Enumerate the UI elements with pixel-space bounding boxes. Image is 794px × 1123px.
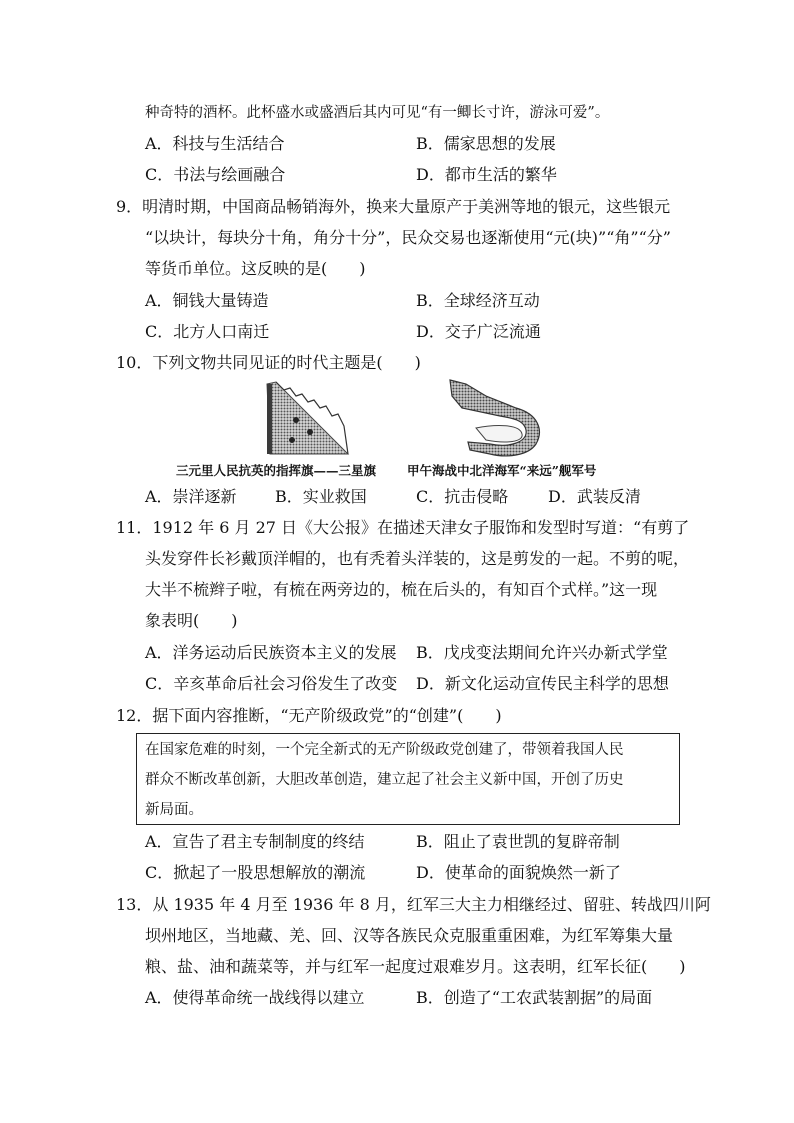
q11-stem-line-4: 象表明( ) (145, 611, 238, 630)
q11-stem-line-2: 头发穿件长衫戴顶洋帽的，也有秃着头洋装的，这是剪发的一起。不剪的呢， (145, 549, 690, 568)
q13-option-a[interactable]: A．使得革命统一战线得以建立 (145, 988, 365, 1007)
q9-option-c[interactable]: C．北方人口南迁 (145, 322, 270, 341)
q10-option-a[interactable]: A．崇洋逐新 (145, 487, 237, 506)
q12-quote-line-1: 在国家危难的时刻，一个完全新式的无产阶级政党创建了，带领着我国人民 (145, 742, 624, 758)
q9-option-a[interactable]: A．铜钱大量铸造 (145, 291, 269, 310)
q11-option-a[interactable]: A．洋务运动后民族资本主义的发展 (145, 643, 397, 662)
q12-option-b[interactable]: B．阻止了袁世凯的复辟帝制 (416, 832, 620, 851)
q9-stem-line-2: “以块计，每块分十角，角分十分”，民众交易也逐渐使用“元(块)”“角”“分” (145, 228, 671, 247)
q8-option-c[interactable]: C．书法与绘画融合 (145, 165, 286, 184)
artifact-caption-right: 甲午海战中北洋海军“来远”舰军号 (407, 463, 597, 478)
q10-option-d[interactable]: D．武装反清 (548, 487, 641, 506)
q12-quote-line-2: 群众不断改革创新，大胆改革创造，建立起了社会主义新中国，开创了历史 (145, 772, 624, 788)
q13-stem-line-3: 粮、盐、油和蔬菜等，并与红军一起度过艰难岁月。这表明，红军长征( ) (145, 957, 686, 976)
q12-quote-box (136, 733, 680, 825)
q11-option-d[interactable]: D．新文化运动宣传民主科学的思想 (416, 674, 669, 693)
q11-stem-line-3: 大半不梳辫子啦，有梳在两旁边的，梳在后头的，有知百个式样。”这一现 (145, 580, 658, 599)
q9-stem-line-1: 9．明清时期，中国商品畅销海外，换来大量原产于美洲等地的银元，这些银元 (116, 197, 671, 216)
q8-option-a[interactable]: A．科技与生活结合 (145, 134, 285, 153)
q13-stem-line-1: 13．从 1935 年 4 月至 1936 年 8 月，红军三大主力相继经过、留驻、转战四川阿 (116, 895, 711, 914)
q8-option-b[interactable]: B．儒家思想的发展 (416, 134, 556, 153)
q12-option-c[interactable]: C．掀起了一股思想解放的潮流 (145, 863, 366, 882)
q8-option-d[interactable]: D．都市生活的繁华 (416, 165, 557, 184)
q11-stem-line-1: 11．1912 年 6 月 27 日《大公报》在描述天津女子服饰和发型时写道：“有剪了 (116, 518, 690, 537)
q11-option-b[interactable]: B．戊戌变法期间允许兴办新式学堂 (416, 643, 668, 662)
q12-option-a[interactable]: A．宣告了君主专制制度的终结 (145, 832, 365, 851)
bugle-image (446, 378, 546, 460)
q13-option-b[interactable]: B．创造了“工农武装割据”的局面 (416, 988, 653, 1007)
q13-stem-line-2: 坝州地区，当地藏、羌、回、汉等各族民众克服重重困难，为红军筹集大量 (145, 926, 674, 945)
artifact-caption-left: 三元里人民抗英的指挥旗——三星旗 (176, 463, 377, 478)
q8-stem-continuation: 种奇特的酒杯。此杯盛水或盛酒后其内可见“有一鲫长寸许，游泳可爱”。 (145, 105, 610, 121)
q12-option-d[interactable]: D．使革命的面貌焕然一新了 (416, 863, 621, 882)
q10-option-b[interactable]: B．实业救国 (275, 487, 367, 506)
q12-quote-line-3: 新局面。 (145, 802, 203, 818)
q9-stem-line-3: 等货币单位。这反映的是( ) (145, 259, 366, 278)
three-star-flag-image (262, 380, 352, 456)
q10-option-c[interactable]: C．抗击侵略 (416, 487, 509, 506)
q12-stem: 12．据下面内容推断，“无产阶级政党”的“创建”( ) (116, 706, 502, 725)
q9-option-d[interactable]: D．交子广泛流通 (416, 322, 541, 341)
q11-option-c[interactable]: C．辛亥革命后社会习俗发生了改变 (145, 674, 398, 693)
q9-option-b[interactable]: B．全球经济互动 (416, 291, 540, 310)
q10-stem: 10．下列文物共同见证的时代主题是( ) (116, 353, 421, 372)
